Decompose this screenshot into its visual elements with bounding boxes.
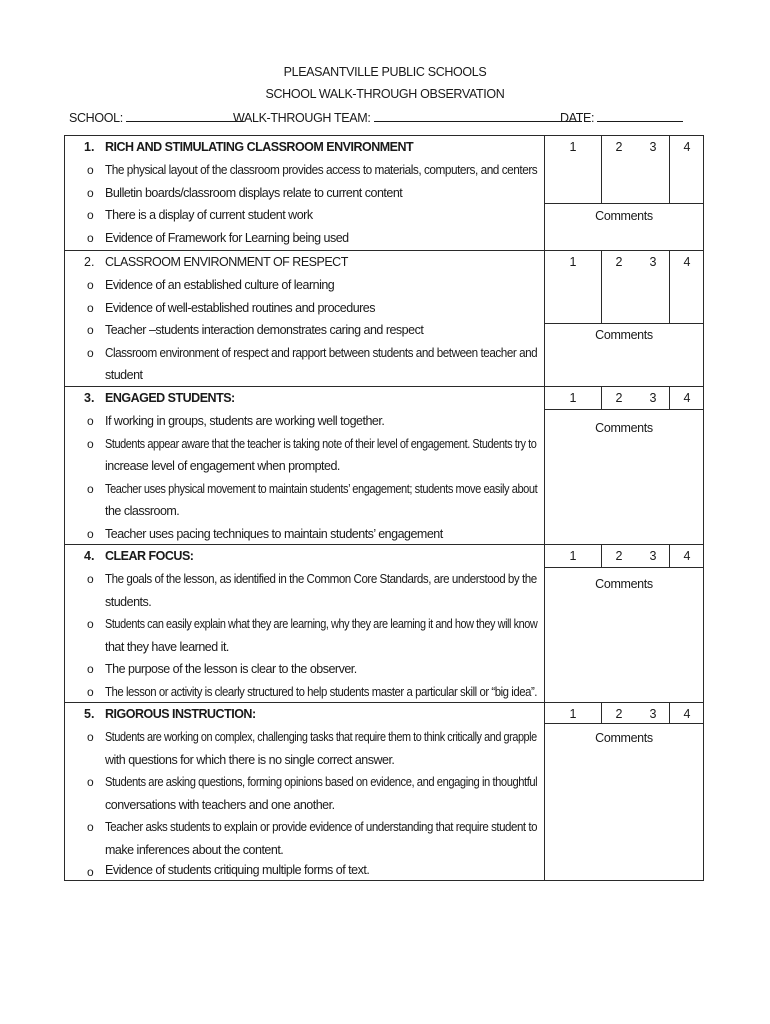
rating-3[interactable]: 3 bbox=[649, 707, 657, 721]
bullet-icon: o bbox=[87, 186, 94, 200]
criterion: Bulletin boards/classroom displays relate to current content bbox=[105, 186, 403, 200]
bullet-icon: o bbox=[87, 527, 94, 541]
section-4-criteria bbox=[65, 545, 545, 702]
bullet-icon: o bbox=[87, 323, 94, 337]
criterion: Teacher –students interaction demonstrates caring and respect bbox=[105, 323, 424, 337]
school-blank[interactable] bbox=[126, 109, 244, 122]
rating-2[interactable]: 2 bbox=[615, 707, 623, 721]
criterion-continued: increase level of engagement when prompted. bbox=[105, 459, 340, 473]
section-number: 1. bbox=[84, 140, 95, 154]
date-field[interactable] bbox=[560, 109, 683, 125]
rating-3[interactable]: 3 bbox=[649, 391, 657, 405]
criterion-continued: with questions for which there is no single correct answer. bbox=[105, 753, 395, 767]
bullet-icon: o bbox=[87, 163, 94, 177]
comments-label[interactable]: Comments bbox=[595, 328, 653, 342]
rating-2[interactable]: 2 bbox=[615, 255, 623, 269]
section-title: CLASSROOM ENVIRONMENT OF RESPECT bbox=[105, 255, 348, 269]
criterion: Evidence of an established culture of learning bbox=[105, 278, 335, 292]
section-5 bbox=[65, 702, 703, 880]
criterion-continued: that they have learned it. bbox=[105, 640, 229, 654]
rating-comments-divider bbox=[545, 567, 703, 568]
rating-2[interactable]: 2 bbox=[615, 140, 623, 154]
rating-divider bbox=[669, 136, 670, 203]
section-title: CLEAR FOCUS: bbox=[105, 549, 194, 563]
date-blank[interactable] bbox=[597, 109, 683, 122]
rating-1[interactable]: 1 bbox=[569, 549, 577, 563]
bullet-icon: o bbox=[87, 414, 94, 428]
comments-label[interactable]: Comments bbox=[595, 731, 653, 745]
criterion-continued: conversations with teachers and one another. bbox=[105, 798, 335, 812]
criterion: Evidence of well-established routines and procedures bbox=[105, 301, 376, 315]
bullet-icon: o bbox=[87, 617, 94, 631]
rating-divider bbox=[601, 251, 602, 323]
section-3 bbox=[65, 386, 703, 544]
section-2 bbox=[65, 250, 703, 386]
rating-2[interactable]: 2 bbox=[615, 549, 623, 563]
section-number: 5. bbox=[84, 707, 95, 721]
rating-2[interactable]: 2 bbox=[615, 391, 623, 405]
rating-divider bbox=[601, 136, 602, 203]
bullet-icon: o bbox=[87, 775, 94, 789]
bullet-icon: o bbox=[87, 865, 94, 879]
rating-divider bbox=[601, 387, 602, 409]
section-5-criteria bbox=[65, 703, 545, 880]
rating-divider bbox=[601, 545, 602, 567]
team-field[interactable] bbox=[233, 109, 582, 125]
form-title: SCHOOL WALK-THROUGH OBSERVATION bbox=[265, 87, 505, 101]
rating-comments-divider bbox=[545, 203, 703, 204]
criterion: Teacher uses pacing techniques to maintain students’ engagement bbox=[105, 527, 443, 541]
bullet-icon: o bbox=[87, 346, 94, 360]
date-label: DATE: bbox=[560, 111, 595, 125]
section-title: RICH AND STIMULATING CLASSROOM ENVIRONMENT bbox=[105, 140, 414, 154]
rating-comments-divider bbox=[545, 723, 703, 724]
rating-4[interactable]: 4 bbox=[683, 140, 691, 154]
criterion: Students can easily explain what they are learning, why they are learning it and how they will know bbox=[105, 617, 538, 631]
criterion: The physical layout of the classroom provides access to materials, computers, and centers bbox=[105, 163, 538, 177]
comments-label[interactable]: Comments bbox=[595, 421, 653, 435]
rating-4[interactable]: 4 bbox=[683, 549, 691, 563]
criterion-continued: the classroom. bbox=[105, 504, 180, 518]
criterion: Students are asking questions, forming opinions based on evidence, and engaging in thoughtful bbox=[105, 775, 538, 789]
rating-3[interactable]: 3 bbox=[649, 140, 657, 154]
rating-4[interactable]: 4 bbox=[683, 255, 691, 269]
school-field[interactable] bbox=[69, 109, 244, 125]
rating-4[interactable]: 4 bbox=[683, 707, 691, 721]
bullet-icon: o bbox=[87, 231, 94, 245]
rating-1[interactable]: 1 bbox=[569, 707, 577, 721]
rating-3[interactable]: 3 bbox=[649, 549, 657, 563]
comments-label[interactable]: Comments bbox=[595, 209, 653, 223]
criterion: Students appear aware that the teacher is taking note of their level of engagement. Students try to bbox=[105, 437, 537, 451]
section-1 bbox=[65, 136, 703, 250]
criterion: Teacher uses physical movement to maintain students’ engagement; students move easily about bbox=[105, 482, 538, 496]
section-number: 2. bbox=[84, 255, 95, 269]
rating-1[interactable]: 1 bbox=[569, 140, 577, 154]
school-label: SCHOOL: bbox=[69, 111, 123, 125]
bullet-icon: o bbox=[87, 208, 94, 222]
criterion: The goals of the lesson, as identified in the Common Core Standards, are understood by the bbox=[105, 572, 537, 586]
bullet-icon: o bbox=[87, 662, 94, 676]
bullet-icon: o bbox=[87, 437, 94, 451]
criterion: Evidence of Framework for Learning being used bbox=[105, 231, 349, 245]
rating-divider bbox=[669, 251, 670, 323]
rating-3[interactable]: 3 bbox=[649, 255, 657, 269]
criterion: Classroom environment of respect and rapport between students and between teacher and bbox=[105, 346, 538, 360]
criterion-continued: make inferences about the content. bbox=[105, 843, 284, 857]
section-number: 4. bbox=[84, 549, 95, 563]
section-2-criteria bbox=[65, 251, 545, 386]
district-title: PLEASANTVILLE PUBLIC SCHOOLS bbox=[283, 65, 487, 79]
rating-divider bbox=[601, 703, 602, 723]
criterion-continued: student bbox=[105, 368, 143, 382]
bullet-icon: o bbox=[87, 572, 94, 586]
section-number: 3. bbox=[84, 391, 95, 405]
bullet-icon: o bbox=[87, 820, 94, 834]
team-blank[interactable] bbox=[374, 109, 582, 122]
rating-comments-divider bbox=[545, 409, 703, 410]
section-title: RIGOROUS INSTRUCTION: bbox=[105, 707, 256, 721]
criterion-continued: students. bbox=[105, 595, 152, 609]
section-3-criteria bbox=[65, 387, 545, 544]
observation-table bbox=[64, 135, 704, 881]
rating-divider bbox=[669, 545, 670, 567]
rating-1[interactable]: 1 bbox=[569, 255, 577, 269]
criterion: Evidence of students critiquing multiple forms of text. bbox=[105, 863, 370, 877]
bullet-icon: o bbox=[87, 301, 94, 315]
criterion: The lesson or activity is clearly structured to help students master a particular skill or “big idea”. bbox=[105, 685, 538, 699]
criterion: Students are working on complex, challenging tasks that require them to think critically and grapple bbox=[105, 730, 537, 744]
rating-divider bbox=[669, 703, 670, 723]
criterion: The purpose of the lesson is clear to the observer. bbox=[105, 662, 357, 676]
section-title: ENGAGED STUDENTS: bbox=[105, 391, 235, 405]
section-1-criteria bbox=[65, 136, 545, 250]
bullet-icon: o bbox=[87, 730, 94, 744]
rating-1[interactable]: 1 bbox=[569, 391, 577, 405]
team-label: WALK-THROUGH TEAM: bbox=[233, 111, 371, 125]
criterion: Teacher asks students to explain or provide evidence of understanding that require student to bbox=[105, 820, 538, 834]
section-4 bbox=[65, 544, 703, 702]
bullet-icon: o bbox=[87, 482, 94, 496]
rating-comments-divider bbox=[545, 323, 703, 324]
rating-4[interactable]: 4 bbox=[683, 391, 691, 405]
comments-label[interactable]: Comments bbox=[595, 577, 653, 591]
rating-divider bbox=[669, 387, 670, 409]
criterion: There is a display of current student work bbox=[105, 208, 313, 222]
criterion: If working in groups, students are working well together. bbox=[105, 414, 385, 428]
bullet-icon: o bbox=[87, 685, 94, 699]
bullet-icon: o bbox=[87, 278, 94, 292]
